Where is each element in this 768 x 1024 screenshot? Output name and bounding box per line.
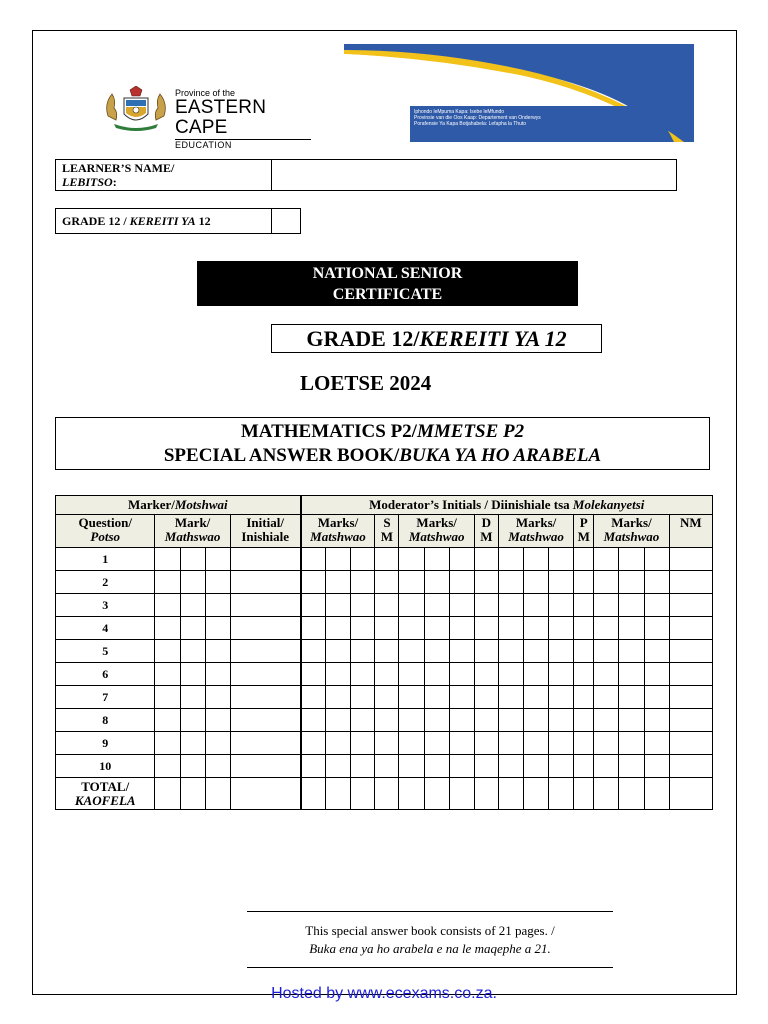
mark-cell[interactable] [399, 640, 424, 663]
mark-cell[interactable] [594, 571, 619, 594]
mark-cell[interactable] [619, 663, 644, 686]
mark-cell[interactable] [155, 732, 180, 755]
table-row [56, 594, 713, 617]
mark-cell[interactable] [375, 548, 399, 571]
mark-cell[interactable] [351, 617, 375, 640]
mark-cell[interactable] [399, 709, 424, 732]
grade-box [55, 208, 301, 234]
mark-cell[interactable] [424, 640, 449, 663]
grade-title-en: GRADE 12/ [306, 326, 420, 351]
question-number: 5 [56, 640, 155, 663]
mark-cell[interactable] [669, 617, 712, 640]
mark-cell[interactable] [351, 755, 375, 778]
mark-cell[interactable] [205, 571, 230, 594]
coat-of-arms-icon [100, 86, 172, 132]
table-row [56, 709, 713, 732]
mark-cell[interactable] [230, 686, 300, 709]
question-number: 7 [56, 686, 155, 709]
mark-cell[interactable] [594, 640, 619, 663]
mark-cell[interactable] [205, 755, 230, 778]
mark-cell[interactable] [351, 640, 375, 663]
mark-cell[interactable] [326, 640, 351, 663]
mark-cell[interactable] [351, 686, 375, 709]
mark-cell[interactable] [498, 571, 523, 594]
mark-cell[interactable] [474, 755, 498, 778]
mark-cell[interactable] [301, 686, 326, 709]
mark-cell[interactable] [205, 640, 230, 663]
mark-cell[interactable] [619, 548, 644, 571]
mark-cell[interactable] [155, 571, 180, 594]
mark-cell[interactable] [301, 778, 326, 810]
mark-cell[interactable] [474, 548, 498, 571]
mark-cell[interactable] [449, 778, 474, 810]
mark-cell[interactable] [619, 640, 644, 663]
mark-cell[interactable] [326, 778, 351, 810]
hosted-by-link[interactable]: Hosted by www.ecexams.co.za. [271, 985, 497, 1002]
mark-cell[interactable] [644, 571, 669, 594]
mark-cell[interactable] [574, 640, 594, 663]
mark-cell[interactable] [619, 617, 644, 640]
mark-cell[interactable] [301, 709, 326, 732]
department-banner-graphic [344, 44, 694, 142]
mark-cell[interactable] [326, 617, 351, 640]
banner-text [414, 109, 541, 127]
mark-cell[interactable] [594, 663, 619, 686]
mark-cell[interactable] [669, 594, 712, 617]
mark-cell[interactable] [498, 663, 523, 686]
mark-cell[interactable] [351, 732, 375, 755]
mark-cell[interactable] [375, 617, 399, 640]
mark-cell[interactable] [474, 663, 498, 686]
mark-cell[interactable] [301, 663, 326, 686]
mark-cell[interactable] [669, 548, 712, 571]
mark-cell[interactable] [498, 778, 523, 810]
mark-cell[interactable] [644, 663, 669, 686]
mark-cell[interactable] [205, 594, 230, 617]
mark-cell[interactable] [669, 709, 712, 732]
mark-cell[interactable] [205, 548, 230, 571]
mark-cell[interactable] [399, 732, 424, 755]
mark-cell[interactable] [326, 755, 351, 778]
mark-cell[interactable] [180, 617, 205, 640]
question-number: 8 [56, 709, 155, 732]
mark-cell[interactable] [498, 594, 523, 617]
footer-rule-top [247, 911, 613, 912]
mark-cell[interactable] [669, 778, 712, 810]
footer-note-st: Buka ena ya ho arabela e na le maqephe a 21. [309, 941, 551, 956]
mark-cell[interactable] [424, 778, 449, 810]
mark-cell[interactable] [180, 755, 205, 778]
certificate-line-1: NATIONAL SENIOR [312, 265, 463, 282]
table-row [56, 755, 713, 778]
question-number: 4 [56, 617, 155, 640]
logo-line-eastern-cape: EASTERN CAPE [175, 97, 267, 138]
mark-cell[interactable] [619, 755, 644, 778]
mark-cell[interactable] [399, 594, 424, 617]
mark-cell[interactable] [644, 732, 669, 755]
banner-line: Iphondo leMpuma Kapa: Isebe leMfundo [414, 109, 505, 115]
learner-name-label: LEARNER’S NAME/ LEBITSO: [56, 160, 272, 190]
mark-cell[interactable] [375, 778, 399, 810]
subject-line-1-alt: MMETSE P2 [416, 421, 525, 442]
mark-cell[interactable] [180, 571, 205, 594]
mark-cell[interactable] [574, 686, 594, 709]
mark-cell[interactable] [180, 686, 205, 709]
mark-cell[interactable] [474, 640, 498, 663]
table-row [56, 571, 713, 594]
table-row [56, 732, 713, 755]
mark-cell[interactable] [326, 548, 351, 571]
mark-cell[interactable] [524, 571, 549, 594]
mark-cell[interactable] [594, 594, 619, 617]
mark-cell[interactable] [326, 663, 351, 686]
mark-cell[interactable] [424, 732, 449, 755]
mark-cell[interactable] [351, 663, 375, 686]
eastern-cape-logo [100, 86, 315, 150]
marks-column-header: Marks/ Matshwao [498, 515, 573, 548]
mark-cell[interactable] [549, 571, 574, 594]
mark-cell[interactable] [375, 709, 399, 732]
mark-cell[interactable] [326, 709, 351, 732]
mark-cell[interactable] [524, 755, 549, 778]
logo-line-education: EDUCATION [175, 140, 232, 150]
mark-cell[interactable] [180, 709, 205, 732]
mark-cell[interactable] [351, 594, 375, 617]
mark-cell[interactable] [619, 594, 644, 617]
mark-cell[interactable] [205, 778, 230, 810]
mark-cell[interactable] [498, 755, 523, 778]
mark-cell[interactable] [155, 755, 180, 778]
question-number: 9 [56, 732, 155, 755]
mark-cell[interactable] [549, 755, 574, 778]
mark-cell[interactable] [669, 663, 712, 686]
total-label: TOTAL/ KAOFELA [56, 778, 155, 810]
mark-cell[interactable] [399, 686, 424, 709]
question-column-header: Question/ Potso [56, 515, 155, 548]
mark-cell[interactable] [549, 640, 574, 663]
mark-cell[interactable] [449, 755, 474, 778]
mark-cell[interactable] [574, 709, 594, 732]
mark-cell[interactable] [155, 686, 180, 709]
mark-cell[interactable] [549, 617, 574, 640]
table-row [56, 617, 713, 640]
mark-cell[interactable] [549, 663, 574, 686]
grade-label-number: 12 [195, 214, 211, 228]
mark-cell[interactable] [644, 755, 669, 778]
mark-cell[interactable] [524, 709, 549, 732]
marks-table [55, 495, 713, 810]
mark-cell[interactable] [205, 663, 230, 686]
mark-cell[interactable] [205, 709, 230, 732]
mark-cell[interactable] [619, 709, 644, 732]
sm-column-header: S M [375, 515, 399, 548]
mark-cell[interactable] [619, 571, 644, 594]
mark-cell[interactable] [619, 732, 644, 755]
mark-cell[interactable] [351, 571, 375, 594]
marker-header: Marker/Motshwai [56, 496, 301, 515]
moderator-header: Moderator’s Initials / Diinishiale tsa Molekanyetsi [301, 496, 713, 515]
mark-cell[interactable] [644, 778, 669, 810]
mark-cell[interactable] [230, 594, 300, 617]
mark-cell[interactable] [524, 617, 549, 640]
mark-cell[interactable] [205, 617, 230, 640]
mark-cell[interactable] [155, 778, 180, 810]
question-number: 10 [56, 755, 155, 778]
mark-cell[interactable] [498, 548, 523, 571]
mark-cell[interactable] [498, 732, 523, 755]
mark-cell[interactable] [594, 617, 619, 640]
mark-cell[interactable] [498, 617, 523, 640]
mark-cell[interactable] [594, 732, 619, 755]
mark-cell[interactable] [301, 594, 326, 617]
mark-cell[interactable] [230, 548, 300, 571]
learner-name-box [55, 159, 677, 191]
mark-cell[interactable] [375, 571, 399, 594]
learner-name-field[interactable] [272, 160, 676, 190]
mark-cell[interactable] [205, 686, 230, 709]
question-number: 2 [56, 571, 155, 594]
mark-cell[interactable] [574, 548, 594, 571]
mark-cell[interactable] [301, 548, 326, 571]
mark-cell[interactable] [351, 709, 375, 732]
mark-cell[interactable] [474, 778, 498, 810]
grade-title [271, 324, 602, 353]
mark-cell[interactable] [669, 755, 712, 778]
mark-cell[interactable] [375, 732, 399, 755]
mark-cell[interactable] [399, 617, 424, 640]
mark-cell[interactable] [644, 594, 669, 617]
mark-cell[interactable] [498, 686, 523, 709]
mark-cell[interactable] [524, 594, 549, 617]
logo-line-province: Province of the [175, 88, 236, 98]
table-row [56, 663, 713, 686]
mark-cell[interactable] [230, 663, 300, 686]
mark-cell[interactable] [524, 778, 549, 810]
mark-cell[interactable] [574, 778, 594, 810]
mark-cell[interactable] [644, 709, 669, 732]
question-number: 1 [56, 548, 155, 571]
mark-cell[interactable] [351, 778, 375, 810]
mark-cell[interactable] [574, 617, 594, 640]
mark-cell[interactable] [424, 663, 449, 686]
mark-cell[interactable] [524, 686, 549, 709]
mark-cell[interactable] [574, 663, 594, 686]
mark-cell[interactable] [326, 571, 351, 594]
mark-cell[interactable] [644, 548, 669, 571]
mark-cell[interactable] [474, 732, 498, 755]
mark-cell[interactable] [424, 617, 449, 640]
mark-column-header: Mark/ Mathswao [155, 515, 230, 548]
mark-cell[interactable] [375, 686, 399, 709]
mark-cell[interactable] [549, 709, 574, 732]
mark-cell[interactable] [375, 755, 399, 778]
mark-cell[interactable] [301, 732, 326, 755]
mark-cell[interactable] [301, 571, 326, 594]
mark-cell[interactable] [155, 548, 180, 571]
mark-cell[interactable] [524, 548, 549, 571]
table-row [56, 548, 713, 571]
subject-line-2-alt: BUKA YA HO ARABELA [399, 445, 602, 466]
mark-cell[interactable] [399, 548, 424, 571]
footer-note-en: This special answer book consists of 21 pages. / [305, 923, 555, 938]
mark-cell[interactable] [155, 617, 180, 640]
footer-rule-bottom [247, 967, 613, 968]
mark-cell[interactable] [474, 709, 498, 732]
mark-cell[interactable] [399, 571, 424, 594]
learner-name-label-st: LEBITSO [62, 175, 113, 189]
mark-cell[interactable] [644, 686, 669, 709]
grade-label [56, 209, 272, 233]
mark-cell[interactable] [180, 732, 205, 755]
grade-field[interactable] [272, 209, 300, 233]
mark-cell[interactable] [351, 548, 375, 571]
question-number: 6 [56, 663, 155, 686]
mark-cell[interactable] [326, 686, 351, 709]
banner-line: Porafensie Ya Kapa Botjahabela: Lefapha la Thuto [414, 121, 527, 127]
mark-cell[interactable] [155, 640, 180, 663]
marks-column-header: Marks/ Matshwao [301, 515, 375, 548]
mark-cell[interactable] [424, 548, 449, 571]
mark-cell[interactable] [399, 755, 424, 778]
marks-column-header: Marks/ Matshwao [399, 515, 474, 548]
mark-cell[interactable] [449, 640, 474, 663]
learner-name-label-en: LEARNER’S NAME/ [62, 161, 175, 175]
mark-cell[interactable] [230, 732, 300, 755]
total-row [56, 778, 713, 810]
mark-cell[interactable] [449, 732, 474, 755]
mark-cell[interactable] [549, 732, 574, 755]
mark-cell[interactable] [594, 755, 619, 778]
mark-cell[interactable] [498, 640, 523, 663]
mark-cell[interactable] [594, 686, 619, 709]
initial-column-header: Initial/ Inishiale [230, 515, 300, 548]
mark-cell[interactable] [449, 663, 474, 686]
mark-cell[interactable] [524, 640, 549, 663]
mark-cell[interactable] [155, 709, 180, 732]
subject-line-2: SPECIAL ANSWER BOOK/ [163, 445, 400, 466]
mark-cell[interactable] [449, 617, 474, 640]
dm-column-header: D M [474, 515, 498, 548]
mark-cell[interactable] [498, 709, 523, 732]
mark-cell[interactable] [449, 571, 474, 594]
mark-cell[interactable] [449, 709, 474, 732]
mark-cell[interactable] [524, 663, 549, 686]
mark-cell[interactable] [449, 548, 474, 571]
mark-cell[interactable] [474, 571, 498, 594]
mark-cell[interactable] [474, 617, 498, 640]
mark-cell[interactable] [524, 732, 549, 755]
mark-cell[interactable] [301, 640, 326, 663]
mark-cell[interactable] [230, 640, 300, 663]
grade-title-st: KEREITI YA 12 [419, 326, 567, 351]
mark-cell[interactable] [474, 594, 498, 617]
mark-cell[interactable] [155, 663, 180, 686]
mark-cell[interactable] [549, 548, 574, 571]
mark-cell[interactable] [619, 686, 644, 709]
mark-cell[interactable] [301, 617, 326, 640]
mark-cell[interactable] [644, 617, 669, 640]
mark-cell[interactable] [669, 571, 712, 594]
certificate-line-2: CERTIFICATE [332, 286, 443, 303]
mark-cell[interactable] [424, 571, 449, 594]
mark-cell[interactable] [230, 778, 300, 810]
mark-cell[interactable] [375, 594, 399, 617]
mark-cell[interactable] [180, 640, 205, 663]
subject-box [55, 417, 710, 470]
mark-cell[interactable] [669, 732, 712, 755]
mark-cell[interactable] [180, 778, 205, 810]
mark-cell[interactable] [230, 709, 300, 732]
mark-cell[interactable] [594, 778, 619, 810]
certificate-banner [197, 261, 578, 306]
mark-cell[interactable] [549, 686, 574, 709]
question-number: 3 [56, 594, 155, 617]
grade-label-en: GRADE 12 / [62, 214, 130, 228]
mark-cell[interactable] [574, 732, 594, 755]
mark-cell[interactable] [594, 709, 619, 732]
table-row [56, 640, 713, 663]
mark-cell[interactable] [574, 571, 594, 594]
nm-column-header: NM [669, 515, 712, 548]
mark-cell[interactable] [449, 686, 474, 709]
mark-cell[interactable] [424, 686, 449, 709]
mark-cell[interactable] [326, 732, 351, 755]
mark-cell[interactable] [619, 778, 644, 810]
mark-cell[interactable] [230, 755, 300, 778]
mark-cell[interactable] [449, 594, 474, 617]
mark-cell[interactable] [180, 663, 205, 686]
exam-session: LOETSE 2024 [300, 371, 432, 395]
footer-note [247, 922, 613, 958]
mark-cell[interactable] [474, 686, 498, 709]
pm-column-header: P M [574, 515, 594, 548]
grade-label-st: KEREITI YA [129, 214, 196, 228]
mark-cell[interactable] [155, 594, 180, 617]
mark-cell[interactable] [424, 709, 449, 732]
mark-cell[interactable] [549, 594, 574, 617]
mark-cell[interactable] [230, 571, 300, 594]
banner-line: Provinsie van die Oos Kaap: Departement van Onderwys [414, 115, 541, 121]
mark-cell[interactable] [424, 594, 449, 617]
mark-cell[interactable] [399, 778, 424, 810]
mark-cell[interactable] [669, 640, 712, 663]
mark-cell[interactable] [375, 640, 399, 663]
subject-line-1: MATHEMATICS P2/ [240, 421, 417, 442]
mark-cell[interactable] [399, 663, 424, 686]
mark-cell[interactable] [424, 755, 449, 778]
marks-column-header: Marks/ Matshwao [594, 515, 669, 548]
mark-cell[interactable] [669, 686, 712, 709]
mark-cell[interactable] [644, 640, 669, 663]
mark-cell[interactable] [549, 778, 574, 810]
mark-cell[interactable] [180, 548, 205, 571]
mark-cell[interactable] [326, 594, 351, 617]
mark-cell[interactable] [301, 755, 326, 778]
mark-cell[interactable] [594, 548, 619, 571]
mark-cell[interactable] [574, 594, 594, 617]
mark-cell[interactable] [574, 755, 594, 778]
table-row [56, 686, 713, 709]
mark-cell[interactable] [375, 663, 399, 686]
mark-cell[interactable] [230, 617, 300, 640]
mark-cell[interactable] [205, 732, 230, 755]
mark-cell[interactable] [180, 594, 205, 617]
